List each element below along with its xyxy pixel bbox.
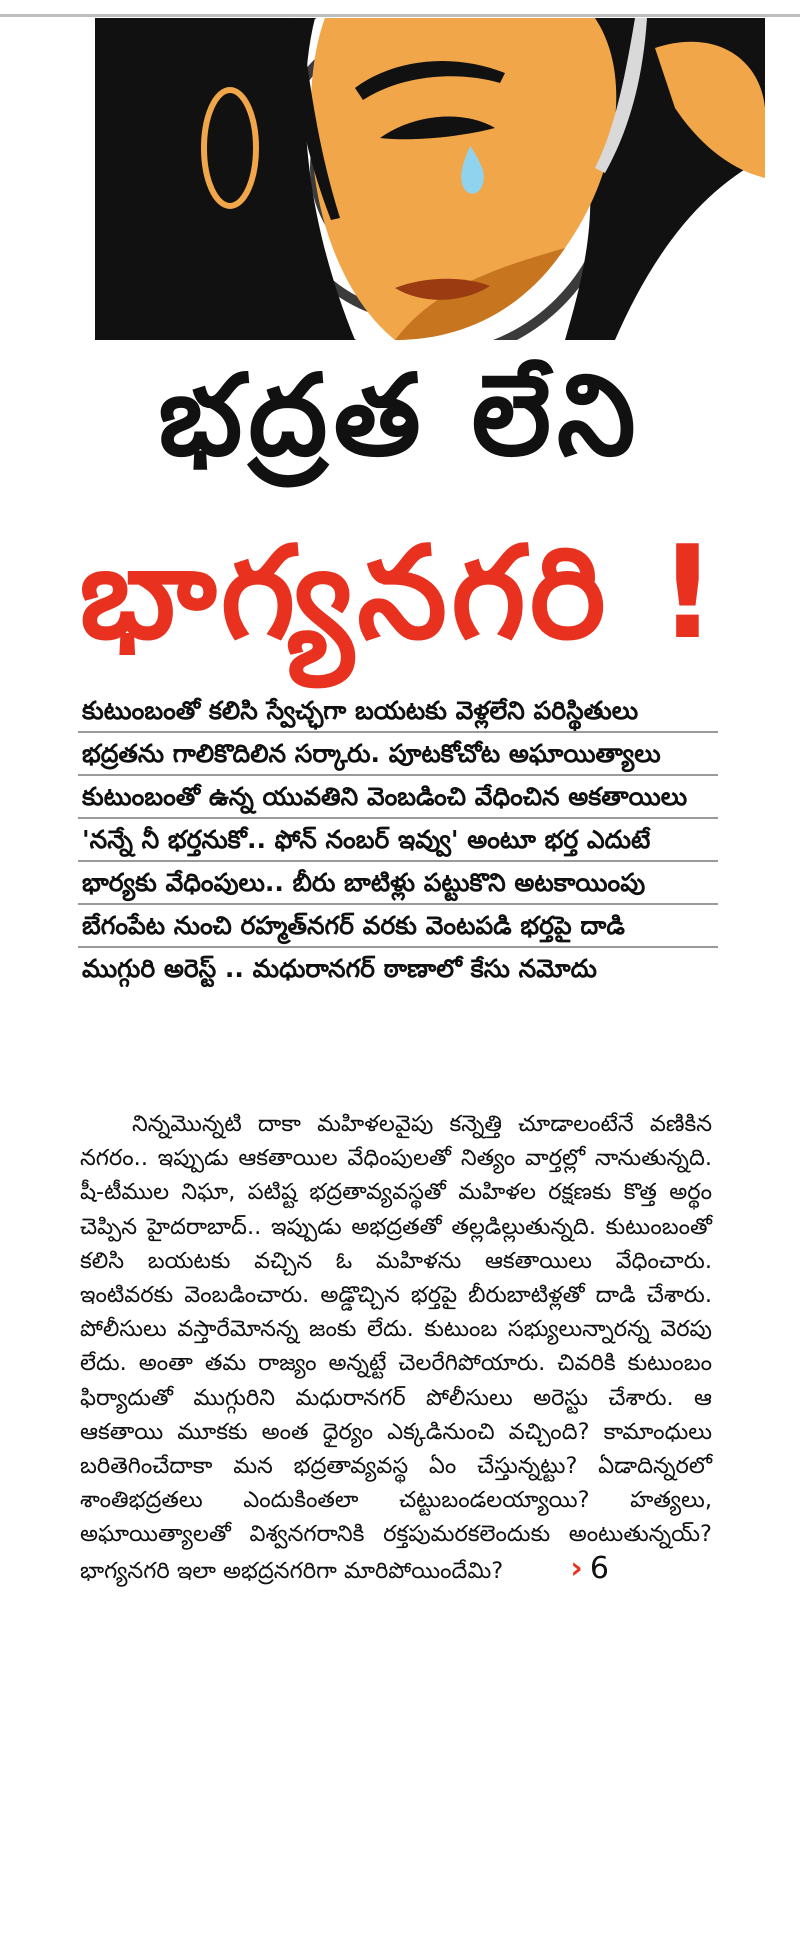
crying-woman-illustration <box>95 18 765 340</box>
deck-line: 'నన్నే నీ భర్తనుకో.. ఫోన్ నంబర్ ఇవ్వు' అంటూ భర్త ఎదుటే <box>78 819 718 862</box>
deck-line: బేగంపేట నుంచి రహ్మత్‌నగర్ వరకు వెంటపడి భర్తపై దాడి <box>78 905 718 948</box>
headline-line-1: భద్రత లేని <box>158 351 642 481</box>
deck-line: ముగ్గురి అరెస్ట్ .. మధురానగర్ ఠాణాలో కేసు నమోదు <box>82 954 597 983</box>
deck-list <box>78 690 718 989</box>
page-top-rule <box>0 0 800 17</box>
jump-arrow-icon: › <box>570 1550 583 1586</box>
article-body-text: నిన్నమొన్నటి దాకా మహిళలవైపు కన్నెత్తి చూడాలంటేనే వణికిన నగరం.. ఇప్పుడు ఆకతాయిల వేధింపులతో నిత్యం వార్తల్లో నానుతున్నది. షీ-టీముల నిఘా, పటిష్ట భద్రతావ్యవస్థతో మహిళల రక్షణకు కొత్త అర్థం చెప్పిన హైదరాబాద్.. ఇప్పుడు అభద్రతతో తల్లడిల్లుతున్నది. కుటుంబంతో కలిసి బయటకు వచ్చిన ఓ మహిళను ఆకతాయిలు వేధించారు. ఇంటివరకు వెంబడించారు. అడ్డొచ్చిన భర్తపై బీరుబాటిళ్లతో దాడి చేశారు. పోలీసులు వస్తారేమోనన్న జంకు లేదు. కుటుంబ సభ్యులున్నారన్న వెరపు లేదు. అంతా తమ రాజ్యం అన్నట్టే చెలరేగిపోయారు. చివరికి కుటుంబం ఫిర్యాదుతో ముగ్గురిని మధురానగర్ పోలీసులు అరెస్టు చేశారు. ఆ ఆకతాయి మూకకు అంత ధైర్యం ఎక్కడినుంచి వచ్చింది? కామాంధులు బరితెగించేదాకా మన భద్రతావ్యవస్థ ఏం చేస్తున్నట్టు? ఏడాదిన్నరలో శాంతిభద్రతలు ఎందుకింతలా చట్టుబండలయ్యాయి? హత్యలు, అఘాయిత్యాలతో విశ్వనగరానికి రక్తపుమరకలెందుకు అంటుతున్నయ్? భాగ్యనగరి ఇలా అభద్రనగరిగా మారిపోయిందేమి? <box>80 1111 712 1584</box>
headline-line-2: భాగ్యనగరి ! <box>79 519 721 668</box>
deck-line: భార్యకు వేధింపులు.. బీరు బాటిళ్లు పట్టుకొని అటకాయింపు <box>78 862 718 905</box>
jump-page-number: 6 <box>589 1550 609 1586</box>
deck-line: కుటుంబంతో కలిసి స్వేచ్ఛగా బయటకు వెళ్లలేని పరిస్థితులు <box>78 690 718 733</box>
deck-line: భద్రతను గాలికొదిలిన సర్కారు. పూటకోచోట అఘాయిత్యాలు <box>78 733 718 776</box>
continued-on-page[interactable] <box>570 1552 609 1588</box>
deck-line: కుటుంబంతో ఉన్న యువతిని వెంబడించి వేధించిన అకతాయిలు <box>78 776 718 819</box>
article-body <box>80 1107 712 1588</box>
